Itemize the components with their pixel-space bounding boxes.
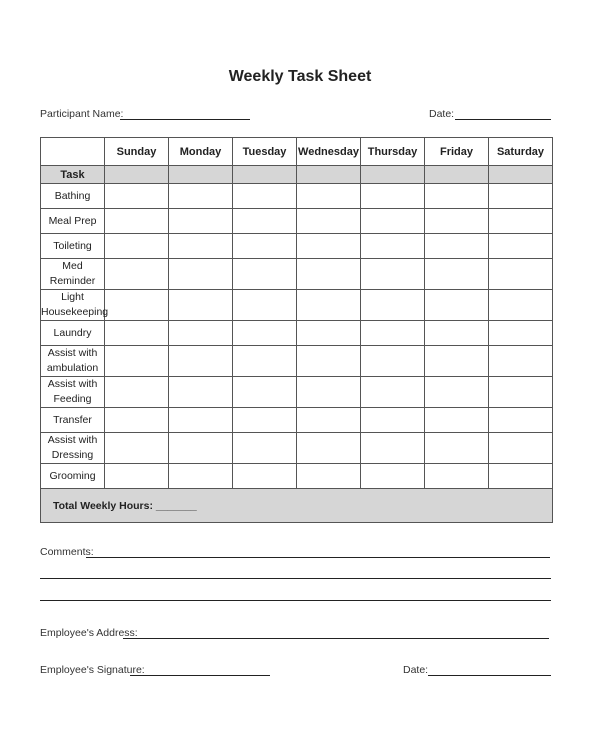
task-column-header: Task — [41, 166, 105, 184]
page-title: Weekly Task Sheet — [228, 68, 372, 85]
hours-cell[interactable] — [425, 234, 489, 259]
total-hours-row — [41, 489, 553, 523]
comments-line-2[interactable] — [40, 578, 551, 579]
hours-cell[interactable] — [297, 321, 361, 346]
signature-date-label: Date: — [403, 664, 429, 676]
hours-cell[interactable] — [489, 259, 553, 290]
hours-cell[interactable] — [297, 209, 361, 234]
task-label: Laundry — [41, 321, 105, 346]
hours-cell[interactable] — [425, 321, 489, 346]
hours-cell[interactable] — [361, 433, 425, 464]
task-label: Grooming — [41, 464, 105, 489]
hours-cell[interactable] — [105, 290, 169, 321]
date-label: Date: — [429, 108, 455, 120]
hours-cell[interactable] — [105, 433, 169, 464]
signature-date-line[interactable] — [428, 675, 551, 676]
day-header: Saturday — [489, 138, 553, 166]
task-label: Assist with ambulation — [41, 346, 105, 377]
hours-cell[interactable] — [425, 209, 489, 234]
hours-cell[interactable] — [425, 290, 489, 321]
task-header-row — [41, 166, 553, 184]
hours-cell[interactable] — [489, 234, 553, 259]
hours-cell[interactable] — [169, 377, 233, 408]
task-row — [41, 234, 553, 259]
hours-cell[interactable] — [233, 377, 297, 408]
hours-cell[interactable] — [297, 408, 361, 433]
task-label: Meal Prep — [41, 209, 105, 234]
hours-cell[interactable] — [361, 209, 425, 234]
employee-signature-label: Employee's Signature: — [40, 664, 145, 676]
task-label: Med Reminder — [41, 259, 105, 290]
task-row — [41, 184, 553, 209]
task-row — [41, 464, 553, 489]
hours-cell[interactable] — [105, 377, 169, 408]
hours-cell[interactable] — [361, 184, 425, 209]
hours-cell[interactable] — [233, 259, 297, 290]
hours-cell[interactable] — [297, 377, 361, 408]
hours-cell[interactable] — [361, 321, 425, 346]
shaded-cell — [233, 166, 297, 184]
hours-cell[interactable] — [297, 290, 361, 321]
hours-cell[interactable] — [169, 321, 233, 346]
task-row — [41, 290, 553, 321]
shaded-cell — [297, 166, 361, 184]
hours-cell[interactable] — [425, 346, 489, 377]
hours-cell[interactable] — [297, 433, 361, 464]
hours-cell[interactable] — [425, 184, 489, 209]
day-header: Wednesday — [297, 138, 361, 166]
task-label: Bathing — [41, 184, 105, 209]
hours-cell[interactable] — [361, 259, 425, 290]
task-label: Assist with Dressing — [41, 433, 105, 464]
hours-cell[interactable] — [169, 346, 233, 377]
hours-cell[interactable] — [169, 259, 233, 290]
hours-cell[interactable] — [169, 408, 233, 433]
hours-cell[interactable] — [105, 321, 169, 346]
hours-cell[interactable] — [105, 234, 169, 259]
employee-signature-line[interactable] — [130, 675, 270, 676]
hours-cell[interactable] — [425, 408, 489, 433]
hours-cell[interactable] — [169, 184, 233, 209]
task-label: Transfer — [41, 408, 105, 433]
comments-line-3[interactable] — [40, 600, 551, 601]
hours-cell[interactable] — [489, 184, 553, 209]
task-row — [41, 346, 553, 377]
task-row — [41, 377, 553, 408]
hours-cell[interactable] — [489, 321, 553, 346]
hours-cell[interactable] — [489, 346, 553, 377]
hours-cell[interactable] — [297, 346, 361, 377]
task-row — [41, 321, 553, 346]
hours-cell[interactable] — [169, 464, 233, 489]
hours-cell[interactable] — [361, 234, 425, 259]
hours-cell[interactable] — [105, 259, 169, 290]
hours-cell[interactable] — [361, 464, 425, 489]
hours-cell[interactable] — [169, 234, 233, 259]
day-header: Thursday — [361, 138, 425, 166]
day-header: Friday — [425, 138, 489, 166]
hours-cell[interactable] — [297, 234, 361, 259]
shaded-cell — [361, 166, 425, 184]
shaded-cell — [169, 166, 233, 184]
hours-cell[interactable] — [233, 184, 297, 209]
hours-cell[interactable] — [489, 377, 553, 408]
hours-cell[interactable] — [297, 184, 361, 209]
employee-address-label: Employee's Address: — [40, 627, 138, 639]
hours-cell[interactable] — [425, 464, 489, 489]
corner-cell — [41, 138, 105, 166]
hours-cell[interactable] — [361, 346, 425, 377]
shaded-cell — [425, 166, 489, 184]
comments-line-1[interactable] — [86, 557, 550, 558]
task-row — [41, 209, 553, 234]
hours-cell[interactable] — [233, 433, 297, 464]
hours-cell[interactable] — [361, 377, 425, 408]
total-hours-label[interactable]: Total Weekly Hours: _______ — [41, 489, 553, 523]
hours-cell[interactable] — [105, 464, 169, 489]
shaded-cell — [489, 166, 553, 184]
hours-cell[interactable] — [105, 209, 169, 234]
day-header: Tuesday — [233, 138, 297, 166]
hours-cell[interactable] — [425, 377, 489, 408]
task-row — [41, 259, 553, 290]
hours-cell[interactable] — [169, 433, 233, 464]
day-header: Sunday — [105, 138, 169, 166]
task-table — [40, 137, 553, 523]
employee-address-line[interactable] — [123, 638, 549, 639]
task-row — [41, 433, 553, 464]
hours-cell[interactable] — [105, 184, 169, 209]
hours-cell[interactable] — [425, 259, 489, 290]
hours-cell[interactable] — [233, 321, 297, 346]
hours-cell[interactable] — [169, 209, 233, 234]
hours-cell[interactable] — [169, 290, 233, 321]
hours-cell[interactable] — [361, 408, 425, 433]
hours-cell[interactable] — [105, 408, 169, 433]
day-header-row — [41, 138, 553, 166]
comments-label: Comments: — [40, 546, 94, 558]
hours-cell[interactable] — [297, 464, 361, 489]
hours-cell[interactable] — [233, 209, 297, 234]
hours-cell[interactable] — [233, 234, 297, 259]
hours-cell[interactable] — [489, 408, 553, 433]
shaded-cell — [105, 166, 169, 184]
hours-cell[interactable] — [361, 290, 425, 321]
participant-name-label: Participant Name: — [40, 108, 124, 120]
hours-cell[interactable] — [489, 433, 553, 464]
day-header: Monday — [169, 138, 233, 166]
hours-cell[interactable] — [489, 464, 553, 489]
task-row — [41, 408, 553, 433]
hours-cell[interactable] — [489, 209, 553, 234]
hours-cell[interactable] — [489, 290, 553, 321]
task-label: Light Housekeeping — [41, 290, 105, 321]
participant-name-line[interactable] — [120, 119, 250, 120]
hours-cell[interactable] — [233, 290, 297, 321]
hours-cell[interactable] — [297, 259, 361, 290]
hours-cell[interactable] — [233, 408, 297, 433]
hours-cell[interactable] — [233, 464, 297, 489]
hours-cell[interactable] — [425, 433, 489, 464]
hours-cell[interactable] — [105, 346, 169, 377]
task-label: Toileting — [41, 234, 105, 259]
task-label: Assist with Feeding — [41, 377, 105, 408]
date-line[interactable] — [455, 119, 551, 120]
hours-cell[interactable] — [233, 346, 297, 377]
